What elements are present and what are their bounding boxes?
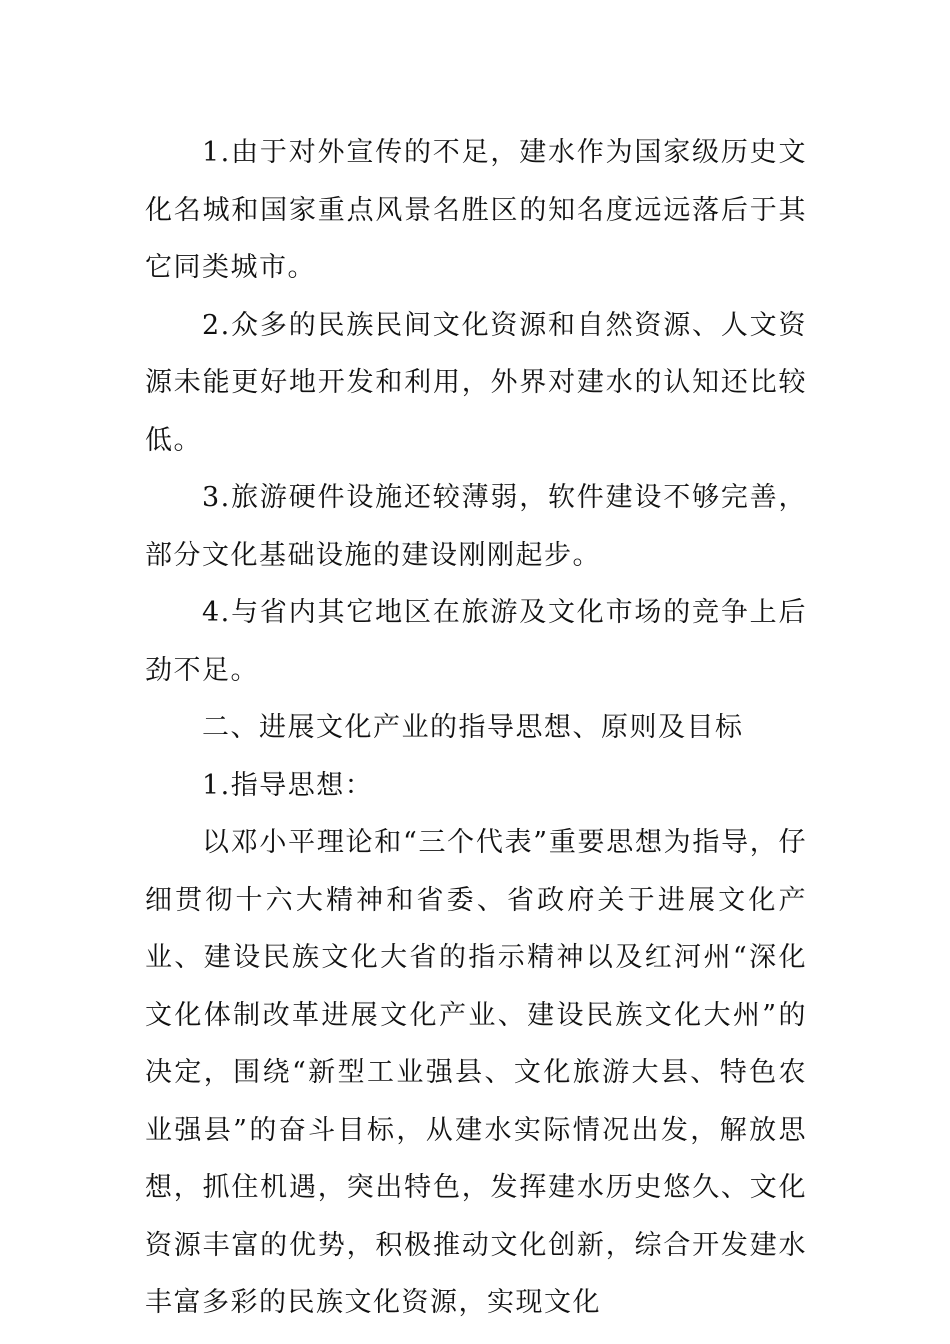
paragraph-weakness-3: 3.旅游硬件设施还较薄弱，软件建设不够完善，部分文化基础设施的建设刚刚起步。: [145, 482, 807, 571]
paragraph-weakness-1: 1.由于对外宣传的不足，建水作为国家级历史文化名城和国家重点风景名胜区的知名度远远落后于其它同类城市。: [145, 137, 807, 283]
paragraph-weakness-4: 4.与省内其它地区在旅游及文化市场的竞争上后劲不足。: [145, 597, 807, 686]
document-body: [145, 124, 807, 1332]
subsection-heading: 1.指导思想：: [202, 769, 374, 801]
section-heading: 二、进展文化产业的指导思想、原则及目标: [202, 712, 744, 743]
paragraph-weakness-2: 2.众多的民族民间文化资源和自然资源、人文资源未能更好地开发和利用，外界对建水的认知还比较低。: [145, 309, 807, 456]
paragraph-guiding-ideology: 以邓小平理论和“三个代表”重要思想为指导，仔细贯彻十六大精神和省委、省政府关于进展文化产业、建设民族文化大省的指示精神以及红河州“深化文化体制改革进展文化产业、建设民族文化大州”的决定，围绕“新型工业强县、文化旅游大县、特色农业强县”的奋斗目标，从建水实际情况出发，解放思想，抓住机遇，突出特色，发挥建水历史悠久、文化资源丰富的优势，积极推动文化创新，综合开发建水丰富多彩的民族文化资源，实现文化: [145, 827, 807, 1318]
